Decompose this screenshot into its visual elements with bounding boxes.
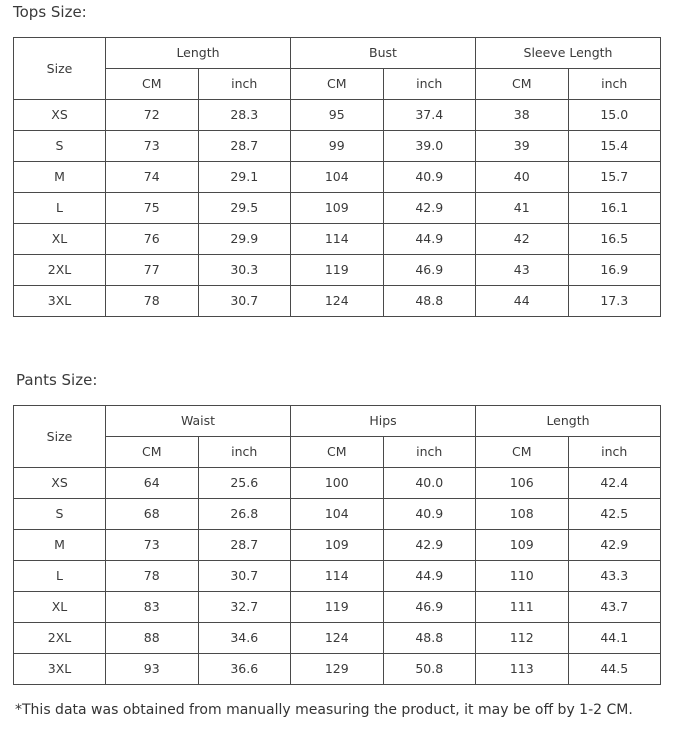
- measurement-footnote: *This data was obtained from manually measuring the product, it may be off by 1-2 CM.: [15, 702, 633, 718]
- size-label-cell: 2XL: [14, 255, 106, 286]
- measurement-cell: 110: [476, 561, 569, 592]
- measurement-cell: 17.3: [568, 286, 661, 317]
- measurement-cell: 83: [106, 592, 199, 623]
- table-row: [14, 100, 661, 131]
- measurement-cell: 74: [106, 162, 199, 193]
- measurement-cell: 68: [106, 499, 199, 530]
- measurement-cell: 32.7: [198, 592, 291, 623]
- measurement-cell: 42.9: [383, 530, 476, 561]
- measurement-cell: 75: [106, 193, 199, 224]
- measurement-cell: 42: [476, 224, 569, 255]
- measurement-cell: 114: [291, 224, 384, 255]
- measurement-cell: 43: [476, 255, 569, 286]
- measurement-cell: 46.9: [383, 255, 476, 286]
- measurement-cell: 40: [476, 162, 569, 193]
- size-label-cell: XL: [14, 224, 106, 255]
- measurement-cell: 40.9: [383, 162, 476, 193]
- measurement-cell: 29.5: [198, 193, 291, 224]
- table-row: [14, 162, 661, 193]
- size-label-cell: XL: [14, 592, 106, 623]
- measurement-cell: 50.8: [383, 654, 476, 685]
- measurement-cell: 34.6: [198, 623, 291, 654]
- measurement-cell: 64: [106, 468, 199, 499]
- measurement-cell: 112: [476, 623, 569, 654]
- unit-header: inch: [198, 437, 291, 468]
- measurement-cell: 76: [106, 224, 199, 255]
- measurement-cell: 44.1: [568, 623, 661, 654]
- size-label-cell: XS: [14, 100, 106, 131]
- group-header-length: Length: [106, 38, 291, 69]
- table-row: [14, 255, 661, 286]
- size-label-cell: L: [14, 193, 106, 224]
- measurement-cell: 73: [106, 530, 199, 561]
- unit-header: inch: [383, 69, 476, 100]
- measurement-cell: 42.9: [383, 193, 476, 224]
- measurement-cell: 104: [291, 499, 384, 530]
- measurement-cell: 25.6: [198, 468, 291, 499]
- table-group-header-row: [14, 38, 661, 69]
- measurement-cell: 99: [291, 131, 384, 162]
- table-row: [14, 224, 661, 255]
- measurement-cell: 16.9: [568, 255, 661, 286]
- measurement-cell: 16.5: [568, 224, 661, 255]
- group-header-hips: Hips: [291, 406, 476, 437]
- measurement-cell: 109: [291, 530, 384, 561]
- group-header-length: Length: [476, 406, 661, 437]
- group-header-bust: Bust: [291, 38, 476, 69]
- measurement-cell: 16.1: [568, 193, 661, 224]
- table-row: [14, 499, 661, 530]
- measurement-cell: 38: [476, 100, 569, 131]
- measurement-cell: 44.9: [383, 224, 476, 255]
- measurement-cell: 42.9: [568, 530, 661, 561]
- pants-size-table: [13, 405, 661, 685]
- table-row: [14, 193, 661, 224]
- measurement-cell: 40.9: [383, 499, 476, 530]
- measurement-cell: 106: [476, 468, 569, 499]
- measurement-cell: 48.8: [383, 623, 476, 654]
- table-group-header-row: [14, 406, 661, 437]
- measurement-cell: 78: [106, 561, 199, 592]
- measurement-cell: 30.3: [198, 255, 291, 286]
- measurement-cell: 42.4: [568, 468, 661, 499]
- measurement-cell: 15.7: [568, 162, 661, 193]
- measurement-cell: 15.0: [568, 100, 661, 131]
- unit-header: CM: [476, 69, 569, 100]
- size-column-header: Size: [14, 406, 106, 468]
- measurement-cell: 88: [106, 623, 199, 654]
- measurement-cell: 129: [291, 654, 384, 685]
- measurement-cell: 111: [476, 592, 569, 623]
- measurement-cell: 39: [476, 131, 569, 162]
- measurement-cell: 43.7: [568, 592, 661, 623]
- measurement-cell: 72: [106, 100, 199, 131]
- unit-header: inch: [568, 69, 661, 100]
- measurement-cell: 39.0: [383, 131, 476, 162]
- measurement-cell: 109: [476, 530, 569, 561]
- table-row: [14, 592, 661, 623]
- size-label-cell: 2XL: [14, 623, 106, 654]
- size-label-cell: M: [14, 530, 106, 561]
- unit-header: CM: [476, 437, 569, 468]
- measurement-cell: 37.4: [383, 100, 476, 131]
- measurement-cell: 46.9: [383, 592, 476, 623]
- size-label-cell: M: [14, 162, 106, 193]
- unit-header: CM: [106, 437, 199, 468]
- table-unit-header-row: [14, 69, 661, 100]
- size-label-cell: XS: [14, 468, 106, 499]
- measurement-cell: 42.5: [568, 499, 661, 530]
- measurement-cell: 104: [291, 162, 384, 193]
- measurement-cell: 48.8: [383, 286, 476, 317]
- measurement-cell: 119: [291, 592, 384, 623]
- table-row: [14, 286, 661, 317]
- size-label-cell: L: [14, 561, 106, 592]
- size-label-cell: 3XL: [14, 654, 106, 685]
- measurement-cell: 43.3: [568, 561, 661, 592]
- measurement-cell: 44.9: [383, 561, 476, 592]
- unit-header: CM: [106, 69, 199, 100]
- measurement-cell: 93: [106, 654, 199, 685]
- pants-size-title: Pants Size:: [16, 371, 98, 389]
- measurement-cell: 40.0: [383, 468, 476, 499]
- measurement-cell: 124: [291, 286, 384, 317]
- measurement-cell: 15.4: [568, 131, 661, 162]
- measurement-cell: 36.6: [198, 654, 291, 685]
- measurement-cell: 41: [476, 193, 569, 224]
- measurement-cell: 78: [106, 286, 199, 317]
- tops-size-table: [13, 37, 661, 317]
- group-header-waist: Waist: [106, 406, 291, 437]
- unit-header: CM: [291, 69, 384, 100]
- group-header-sleeve-length: Sleeve Length: [476, 38, 661, 69]
- measurement-cell: 95: [291, 100, 384, 131]
- table-row: [14, 131, 661, 162]
- size-label-cell: S: [14, 131, 106, 162]
- size-label-cell: 3XL: [14, 286, 106, 317]
- tops-size-title: Tops Size:: [13, 3, 87, 21]
- measurement-cell: 26.8: [198, 499, 291, 530]
- measurement-cell: 73: [106, 131, 199, 162]
- measurement-cell: 29.1: [198, 162, 291, 193]
- unit-header: inch: [568, 437, 661, 468]
- table-row: [14, 530, 661, 561]
- measurement-cell: 30.7: [198, 561, 291, 592]
- measurement-cell: 28.7: [198, 530, 291, 561]
- measurement-cell: 114: [291, 561, 384, 592]
- measurement-cell: 100: [291, 468, 384, 499]
- measurement-cell: 109: [291, 193, 384, 224]
- measurement-cell: 113: [476, 654, 569, 685]
- measurement-cell: 30.7: [198, 286, 291, 317]
- table-unit-header-row: [14, 437, 661, 468]
- unit-header: inch: [198, 69, 291, 100]
- measurement-cell: 29.9: [198, 224, 291, 255]
- size-column-header: Size: [14, 38, 106, 100]
- measurement-cell: 28.3: [198, 100, 291, 131]
- measurement-cell: 108: [476, 499, 569, 530]
- table-row: [14, 561, 661, 592]
- table-row: [14, 623, 661, 654]
- measurement-cell: 44.5: [568, 654, 661, 685]
- measurement-cell: 77: [106, 255, 199, 286]
- size-label-cell: S: [14, 499, 106, 530]
- unit-header: CM: [291, 437, 384, 468]
- measurement-cell: 124: [291, 623, 384, 654]
- measurement-cell: 28.7: [198, 131, 291, 162]
- table-row: [14, 468, 661, 499]
- table-row: [14, 654, 661, 685]
- unit-header: inch: [383, 437, 476, 468]
- measurement-cell: 119: [291, 255, 384, 286]
- measurement-cell: 44: [476, 286, 569, 317]
